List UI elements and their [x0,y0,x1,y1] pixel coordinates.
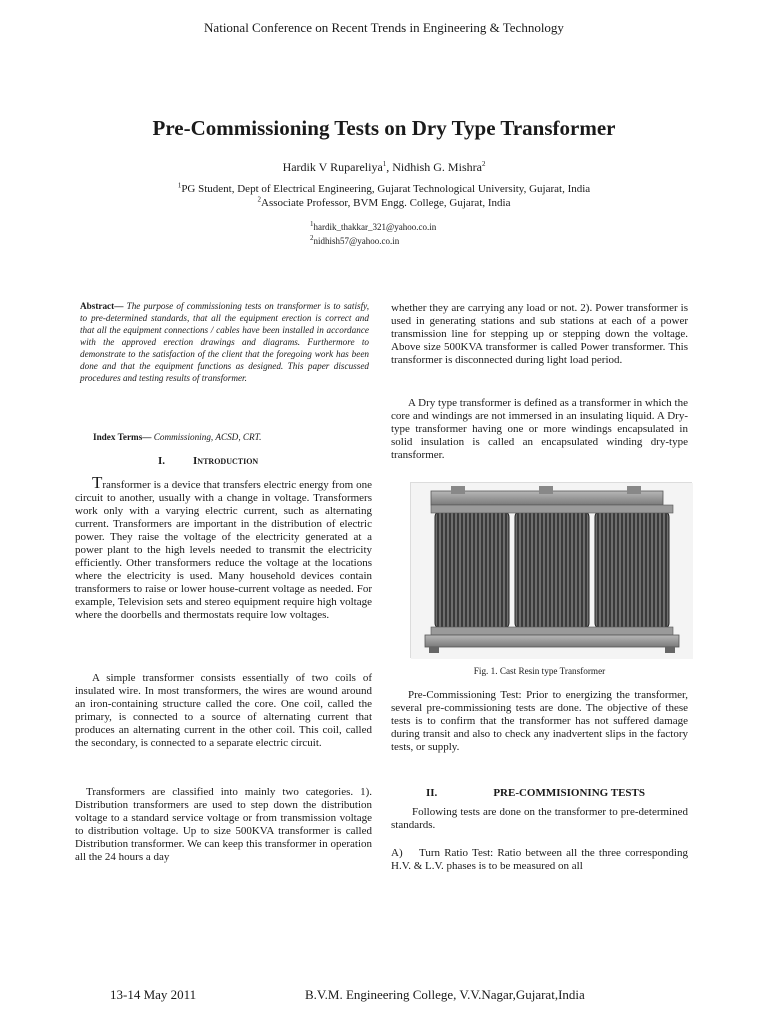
intro-paragraph-2: A simple transformer consists essentially of two coils of insulated wire. In most transformers, the wires are wound around an iron-containing structure called the core. One coil, called the primary, is connected to a source of alternating current that produces an alternating current in the other coil. This coil, called the secondary, is connected to a separate electric circuit. [75,672,372,749]
affiliation-2-sup: 2 [257,195,262,204]
email-2-sup: 2 [310,234,314,242]
section-1-heading [158,455,258,467]
intro-paragraph-1-text: ransformer is a device that transfers electric energy from one circuit to another, usually with a change in voltage. Transformers work only with a varying electric current, such as alternating current. Transformers are important in the distribution of electric power. They raise the voltage of the electricity generated at a power plant to the high levels needed to transmit the electricity efficiently. Other transformers reduce the voltage at the locations where the electricity is used. Many household devices contain transformers to raise or lower house-current voltage as needed. For example, Television sets and stereo equipment require high voltage where the doorbells and thermostats require low voltages. [75,479,372,621]
paper-title: Pre-Commissioning Tests on Dry Type Transformer [152,116,616,140]
footer-venue: B.V.M. Engineering College, V.V.Nagar,Gujarat,India [305,987,585,1002]
section-2-title: PRE-COMMISIONING TESTS [493,787,645,799]
email-1 [310,220,436,234]
affiliation-1-sup: 1 [177,181,182,190]
email-2-text: nidhish57@yahoo.co.in [313,236,400,246]
index-terms-label: Index Terms— [93,432,152,442]
intro-paragraph-1 [75,473,372,622]
affiliation-1 [0,183,768,196]
figure-caption: Fig. 1. Cast Resin type Transformer [473,666,606,676]
section-1-title: Introduction [193,455,259,467]
author-separator: , [386,160,393,174]
intro-dropcap: T [92,473,103,492]
affiliation-1-text: PG Student, Dept of Electrical Engineering, Gujarat Technological University, Gujarat, India [181,183,591,195]
affiliation-2 [0,197,768,210]
transformer-figure [410,482,692,658]
section-2-number: II. [426,787,438,799]
right-paragraph-5: A) Turn Ratio Test: Ratio between all the three corresponding H.V. & L.V. phases is to be measured on all [391,847,691,872]
right-paragraph-3: Pre-Commissioning Test: Prior to energizing the transformer, several pre-commissioning tests are done. The objective of these tests is to confirm that the transformer has not suffered damage during transit and also to check any inadvertent slips in the factory tests, or supply. [391,689,688,753]
right-paragraph-4: Following tests are done on the transformer to pre-determined standards. [391,806,688,831]
author-2: Nidhish G. Mishra [392,160,482,174]
right-paragraph-2: A Dry type transformer is defined as a transformer in which the core and windings are not immersed in an insulating liquid. A Dry-type transformer having one or more windings encapsulated in solid insulation is called an encapsulated winding dry-type transformer. [391,397,688,461]
author-2-sup: 2 [481,160,486,168]
footer-date: 13-14 May 2011 [110,987,197,1002]
affiliation-2-text: Associate Professor, BVM Engg. College, Gujarat, India [261,197,511,209]
transformer-image [411,483,693,659]
email-block [310,220,436,248]
author-1-sup: 1 [382,160,387,168]
conference-header: National Conference on Recent Trends in Engineering & Technology [204,20,564,35]
right-paragraph-1: whether they are carrying any load or not. 2). Power transformer is used in generating stations and sub stations at each of a power transmission line for stepping up or stepping down the voltage. Above size 500KVA transformer is called Power transformer. This transformer is disconnected during light load period. [391,302,688,366]
abstract-label: Abstract— [80,301,124,311]
author-1: Hardik V Rupareliya [282,160,383,174]
section-1-number: I. [158,455,166,467]
email-1-sup: 1 [310,220,314,228]
section-2-heading [426,787,645,799]
abstract-text: The purpose of commissioning tests on transformer is to satisfy, to pre-determined standards, that all the equipment erection is correct and that all the equipment connections / cables have been installed in accordance with the approved erection drawings and diagrams. Furthermore to demonstrate to the satisfaction of the client that the foregoing work has been done and that the equipment functions as designed. This paper discussed procedures and testing results of transformer. [80,301,369,383]
email-1-text: hardik_thakkar_321@yahoo.co.in [313,222,437,232]
author-line [0,160,768,175]
intro-paragraph-3: Transformers are classified into mainly two categories. 1). Distribution transformers are used to step down the distribution voltage to a standard service voltage or from transmission voltage to distribution voltage. Up to size 500KVA transformer is called Distribution transformer. We can keep this transformer in operation all the 24 hours a day [75,786,372,863]
email-2 [310,234,436,248]
index-terms [93,432,261,442]
index-terms-text: Commissioning, ACSD, CRT. [151,432,262,442]
abstract [80,300,369,384]
